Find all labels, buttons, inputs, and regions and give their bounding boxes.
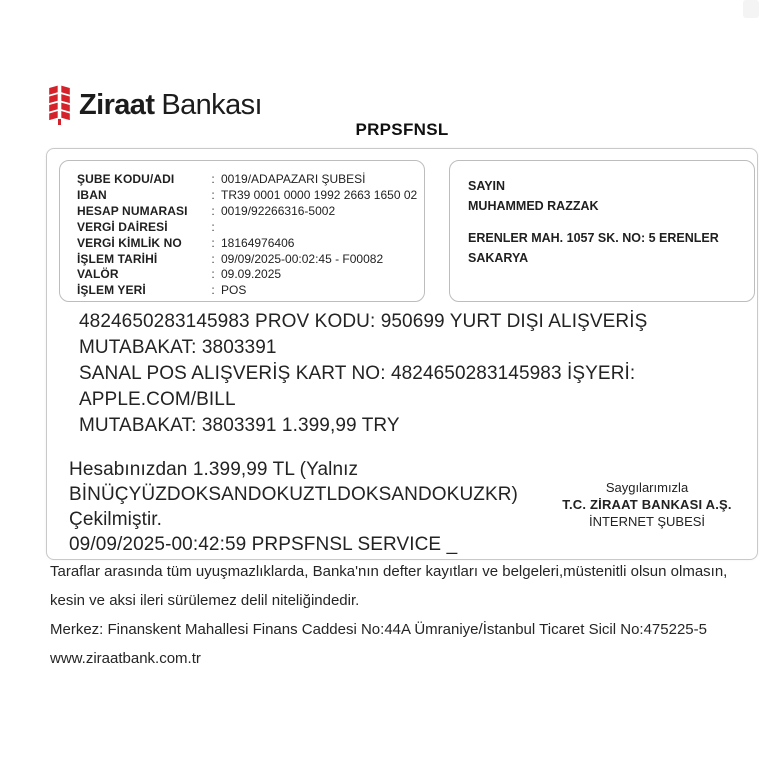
account-row-valor bbox=[77, 267, 416, 283]
signature-regards: Saygılarımızla bbox=[605, 480, 689, 495]
field-label: VERGİ DAİRESİ bbox=[77, 219, 168, 234]
field-label: HESAP NUMARASI bbox=[77, 203, 188, 218]
receipt-body-box bbox=[46, 148, 758, 560]
field-value: 18164976406 bbox=[221, 235, 295, 250]
field-separator: : bbox=[211, 267, 215, 282]
debit-timestamp-line: 09/09/2025-00:42:59 PRPSFNSL SERVICE _ bbox=[69, 534, 458, 555]
debit-line: BİNÜÇYÜZDOKSANDOKUZTLDOKSANDOKUZKR) bbox=[69, 484, 518, 505]
account-row-sube bbox=[77, 172, 416, 188]
logo-word-bankasi: Bankası bbox=[161, 88, 262, 121]
transaction-line: MUTABAKAT: 3803391 1.399,99 TRY bbox=[79, 415, 400, 436]
field-label: VALÖR bbox=[77, 267, 119, 282]
account-row-vergi-kimlik bbox=[77, 236, 416, 252]
field-value: 0019/ADAPAZARI ŞUBESİ bbox=[221, 172, 366, 186]
recipient-salutation: SAYIN bbox=[468, 179, 506, 193]
field-value: POS bbox=[221, 283, 247, 298]
logo-word-ziraat: Ziraat bbox=[79, 88, 155, 121]
signature-block bbox=[497, 479, 768, 530]
recipient-address-line1: ERENLER MAH. 1057 SK. NO: 5 ERENLER bbox=[468, 231, 719, 245]
account-row-hesap bbox=[77, 204, 416, 220]
field-separator: : bbox=[211, 235, 215, 250]
debit-statement bbox=[69, 457, 518, 557]
recipient-address-line2: SAKARYA bbox=[468, 251, 529, 265]
footer-website: www.ziraatbank.com.tr bbox=[50, 650, 201, 667]
transaction-line: 4824650283145983 PROV KODU: 950699 YURT DIŞI ALIŞVERİŞ bbox=[79, 311, 648, 332]
signature-branch: İNTERNET ŞUBESİ bbox=[588, 514, 706, 529]
field-separator: : bbox=[211, 251, 215, 266]
transaction-line: SANAL POS ALIŞVERİŞ KART NO: 4824650283145983 İŞYERİ: bbox=[79, 363, 636, 384]
debit-line: Çekilmiştir. bbox=[69, 509, 163, 530]
footer-line: Taraflar arasında tüm uyuşmazlıklarda, Banka'nın defter kayıtları ve belgeleri,müstenitli olsun olmasın, bbox=[50, 563, 728, 580]
screenshot-corner-artifact bbox=[743, 0, 759, 18]
signature-company: T.C. ZİRAAT BANKASI A.Ş. bbox=[562, 497, 732, 512]
transaction-line: MUTABAKAT: 3803391 bbox=[79, 337, 277, 358]
field-value: 09/09/2025-00:02:45 - F00082 bbox=[221, 251, 384, 266]
field-separator: : bbox=[211, 187, 215, 202]
field-value: 0019/92266316-5002 bbox=[221, 203, 336, 218]
logo-wordmark bbox=[79, 89, 262, 122]
field-label: VERGİ KİMLİK NO bbox=[77, 235, 182, 250]
field-separator: : bbox=[211, 219, 215, 234]
document-title: PRPSFNSL bbox=[355, 120, 449, 139]
account-info-box bbox=[59, 160, 425, 302]
legal-footer bbox=[50, 564, 756, 680]
transaction-description bbox=[79, 309, 647, 439]
field-value: 09.09.2025 bbox=[221, 267, 282, 282]
recipient-name: MUHAMMED RAZZAK bbox=[468, 199, 599, 213]
account-row-vergi-dairesi bbox=[77, 220, 416, 236]
field-separator: : bbox=[211, 172, 215, 186]
field-separator: : bbox=[211, 283, 215, 298]
account-row-islem-yeri bbox=[77, 283, 416, 299]
field-separator: : bbox=[211, 203, 215, 218]
transaction-line: APPLE.COM/BILL bbox=[79, 389, 236, 410]
field-label: İŞLEM YERİ bbox=[77, 283, 146, 298]
field-label: ŞUBE KODU/ADI bbox=[77, 172, 175, 186]
wheat-icon bbox=[46, 85, 73, 125]
field-value: TR39 0001 0000 1992 2663 1650 02 bbox=[221, 187, 418, 202]
footer-line: Merkez: Finanskent Mahallesi Finans Caddesi No:44A Ümraniye/İstanbul Ticaret Sicil No:475225-5 bbox=[50, 621, 707, 638]
field-label: IBAN bbox=[77, 187, 107, 202]
ziraat-logo bbox=[46, 85, 262, 125]
footer-line: kesin ve aksi ileri sürülemez delil niteliğindedir. bbox=[50, 592, 360, 609]
account-row-iban bbox=[77, 188, 416, 204]
field-label: İŞLEM TARİHİ bbox=[77, 251, 158, 266]
recipient-box bbox=[449, 160, 755, 302]
debit-line: Hesabınızdan 1.399,99 TL (Yalnız bbox=[69, 459, 359, 480]
recipient-spacer bbox=[468, 216, 746, 228]
account-row-islem-tarihi bbox=[77, 252, 416, 268]
